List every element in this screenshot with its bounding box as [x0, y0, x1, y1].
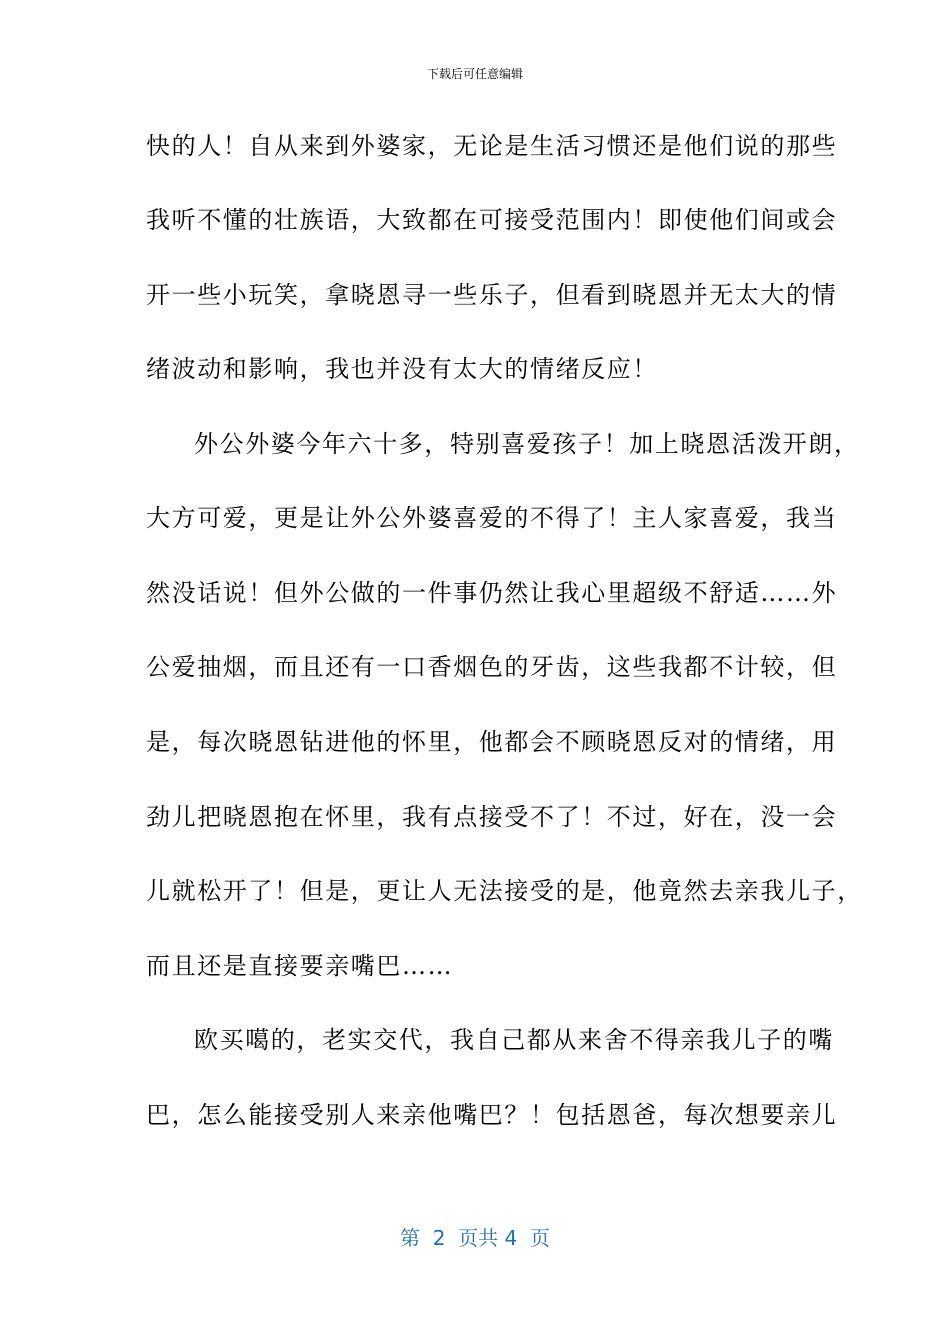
body-line: 是，每次晓恩钻进他的怀里，他都会不顾晓恩反对的情绪，用 — [146, 728, 838, 756]
body-line: 而且还是直接要亲嘴巴…… — [146, 952, 454, 980]
body-line: 巴，怎么能接受别人来亲他嘴巴？！包括恩爸，每次想要亲儿 — [146, 1101, 838, 1129]
body-line: 我听不懂的壮族语，大致都在可接受范围内！即使他们间或会 — [146, 206, 838, 234]
body-line: 欧买噶的，老实交代，我自己都从来舍不得亲我儿子的嘴 — [194, 1026, 834, 1054]
body-line: 大方可爱，更是让外公外婆喜爱的不得了！主人家喜爱，我当 — [146, 504, 838, 532]
page-number-footer — [0, 1225, 950, 1251]
body-line: 公爱抽烟，而且还有一口香烟色的牙齿，这些我都不计较，但 — [146, 653, 838, 681]
page-header: 下载后可任意编辑 — [426, 67, 523, 81]
body-line: 然没话说！但外公做的一件事仍然让我心里超级不舒适……外 — [146, 579, 838, 607]
body-line: 开一些小玩笑，拿晓恩寻一些乐子，但看到晓恩并无太大的情 — [146, 281, 838, 309]
body-line: 外公外婆今年六十多，特别喜爱孩子！加上晓恩活泼开朗， — [194, 430, 860, 458]
body-line: 绪波动和影响，我也并没有太大的情绪反应！ — [146, 355, 658, 383]
page-number-text: 第 2 页共 4 页 — [400, 1226, 550, 1250]
body-line: 快的人！自从来到外婆家，无论是生活习惯还是他们说的那些 — [146, 132, 838, 160]
body-line: 劲儿把晓恩抱在怀里，我有点接受不了！不过，好在，没一会 — [146, 803, 838, 831]
body-line: 儿就松开了！但是，更让人无法接受的是，他竟然去亲我儿子， — [146, 877, 863, 905]
